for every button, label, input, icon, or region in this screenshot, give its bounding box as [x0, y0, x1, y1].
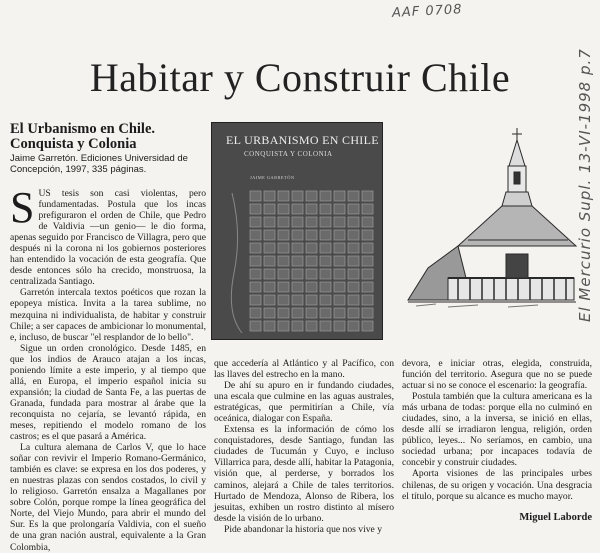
article-paragraph: La cultura alemana de Carlos V, que lo hace soñar con revivir el Imperio Romano-Germánico, también es clave: se expresa en los dos poderes, y en nuestras plazas con sendos costados, lo civil y lo religioso. Garretón ensalza a Magallanes por sobre Colón, porque rompe la línea geográfica del Norte, del Viejo Mundo, para abrir el mundo del Sur. Es la que prolongaría Valdivia, con el sueño de una gran nación austral, equivalente a la Gran Colombia,: [10, 442, 206, 553]
grid-block: [348, 321, 359, 331]
grid-block: [362, 204, 373, 214]
article-column-2: [214, 358, 394, 535]
grid-block: [250, 243, 261, 253]
grid-block: [348, 243, 359, 253]
grid-block: [250, 282, 261, 292]
article-paragraph: que accedería al Atlántico y al Pacífico, con las llaves del estrecho en la mano.: [214, 358, 394, 381]
author-signature: Miguel Laborde: [519, 512, 592, 523]
book-cover-title: EL URBANISMO EN CHILE: [226, 133, 379, 147]
grid-block: [362, 230, 373, 240]
grid-block: [250, 230, 261, 240]
grid-block: [334, 230, 345, 240]
grid-block: [334, 269, 345, 279]
grid-block: [334, 191, 345, 201]
grid-block: [362, 256, 373, 266]
handwritten-source-note: El Mercurio Supl. 13-VI-1998 p.7: [576, 48, 594, 322]
article-column-1: [10, 183, 206, 553]
grid-block: [250, 321, 261, 331]
handwritten-archive-code: AAF 0708: [391, 2, 463, 21]
grid-block: [348, 282, 359, 292]
article-paragraph: Pide abandonar la historia que nos vive y: [224, 523, 382, 535]
grid-block: [292, 295, 303, 305]
grid-block: [320, 321, 331, 331]
grid-block: [292, 321, 303, 331]
grid-block: [278, 295, 289, 305]
grid-block: [250, 217, 261, 227]
grid-block: [292, 256, 303, 266]
grid-block: [362, 282, 373, 292]
grid-block: [306, 230, 317, 240]
grid-block: [334, 308, 345, 318]
grid-block: [306, 243, 317, 253]
grid-block: [334, 321, 345, 331]
grid-block: [334, 256, 345, 266]
book-cover-image: [211, 122, 383, 340]
grid-block: [320, 217, 331, 227]
grid-block: [278, 308, 289, 318]
grid-block: [250, 256, 261, 266]
grid-block: [320, 243, 331, 253]
grid-block: [334, 243, 345, 253]
grid-block: [278, 191, 289, 201]
grid-block: [362, 217, 373, 227]
grid-block: [348, 295, 359, 305]
grid-block: [348, 269, 359, 279]
grid-block: [278, 256, 289, 266]
book-cover-author: JAIME GARRETÓN: [250, 175, 295, 180]
grid-block: [264, 321, 275, 331]
grid-block: [320, 191, 331, 201]
grid-block: [334, 217, 345, 227]
grid-block: [278, 230, 289, 240]
article-paragraph: [10, 183, 206, 288]
article-column-3: [402, 358, 592, 518]
grid-block: [320, 295, 331, 305]
grid-block: [320, 204, 331, 214]
drop-cap: S: [10, 183, 35, 232]
grid-block: [362, 295, 373, 305]
grid-block: [292, 308, 303, 318]
grid-block: [362, 321, 373, 331]
grid-block: [306, 204, 317, 214]
grid-block: [264, 295, 275, 305]
grid-block: [264, 269, 275, 279]
grid-block: [292, 282, 303, 292]
grid-block: [320, 256, 331, 266]
grid-block: [292, 191, 303, 201]
grid-block: [264, 308, 275, 318]
grid-block: [250, 295, 261, 305]
article-paragraph: Aporta visiones de las principales urbes chilenas, de su origen y vocación. Una desgracia el título, porque su alcance es mucho mayor.: [402, 468, 592, 502]
grid-block: [278, 243, 289, 253]
article-paragraph: devora, e iniciar otras, elegida, construida, función del territorio. Asegura que no se puede actuar si no se conoce el escenario: la geografía.: [402, 358, 592, 392]
grid-block: [264, 256, 275, 266]
grid-block: [334, 204, 345, 214]
article-paragraph: Sigue un orden cronológico. Desde 1485, en que los indios de Arauco atajan a los incas, poniendo límite a este imperio, y al tiempo que allá, en Europa, el imperio español inicia su expansión; la ciudad de Santa Fe, a las puertas de Granada, fundada para mostrar al árabe que la reconquista no cejaría, se levantó rápida, en meses, repitiendo el modelo romano de los castros; es el que pasará a América.: [10, 342, 206, 443]
grid-block: [250, 269, 261, 279]
grid-block: [278, 321, 289, 331]
grid-block: [306, 295, 317, 305]
article-paragraph: Garretón intercala textos poéticos que rozan la epopeya mística. Invita a la tarea sublime, no mezquina ni individualista, de habitar y construir Chile; a ser capaces de ambicionar lo monumental, e, incluso, de buscar "el resplandor de lo bello".: [10, 287, 206, 343]
grid-block: [292, 204, 303, 214]
grid-block: [306, 191, 317, 201]
grid-block: [264, 217, 275, 227]
grid-block: [334, 282, 345, 292]
grid-block: [306, 256, 317, 266]
grid-block: [306, 308, 317, 318]
grid-block: [348, 308, 359, 318]
grid-block: [348, 256, 359, 266]
grid-block: [320, 269, 331, 279]
grid-block: [362, 191, 373, 201]
grid-block: [320, 230, 331, 240]
grid-block: [278, 204, 289, 214]
grid-block: [306, 321, 317, 331]
grid-block: [348, 191, 359, 201]
grid-block: [250, 308, 261, 318]
grid-block: [250, 204, 261, 214]
grid-block: [306, 282, 317, 292]
grid-block: [348, 230, 359, 240]
church-illustration: [408, 128, 578, 313]
grid-block: [264, 282, 275, 292]
grid-block: [292, 230, 303, 240]
grid-block: [292, 217, 303, 227]
grid-block: [264, 191, 275, 201]
grid-block: [278, 269, 289, 279]
grid-block: [292, 243, 303, 253]
grid-block: [306, 217, 317, 227]
book-reference: Jaime Garretón. Ediciones Universidad de Concepción, 1997, 335 páginas.: [10, 153, 188, 175]
grid-block: [264, 243, 275, 253]
article-paragraph: Extensa es la información de cómo los conquistadores, desde Santiago, fundan las ciudades de Tucumán y Cuyo, e incluso Villarrica para, desde allí, habitar la Patagonia, visión que, al perderse, y borrados los caminos, alejará a Chile de tales territorios. Hurtado de Mendoza, Alonso de Ribera, los jesuitas, exhiben un rostro distinto al mísero desde la visión de lo urbano.: [214, 424, 394, 524]
section-title: El Urbanismo en Chile. Conquista y Colonia: [10, 121, 156, 152]
article-paragraph: De ahí su apuro en ir fundando ciudades, una escala que culmine en las aguas australes, estratégicas, que permitirían a Chile, vía oceánica, dialogar con España.: [214, 380, 394, 425]
grid-block: [334, 295, 345, 305]
grid-block: [250, 191, 261, 201]
paragraph-text: US tesis son casi violentas, pero fundamentadas. Postula que los incas prefiguraron el orden de Chile, que Pedro de Valdivia —un genio— le dio forma, apenas seguido por Francisco de Villagra, pero que después ni la corona ni los gobiernos posteriores han entendido la vocación de esta geografía. Que desde entonces sólo ha crecido, monstruosa, la centralizada Santiago.: [10, 188, 206, 288]
grid-block: [306, 269, 317, 279]
grid-block: [362, 308, 373, 318]
grid-block: [264, 204, 275, 214]
grid-block: [348, 204, 359, 214]
headline: Habitar y Construir Chile: [89, 55, 511, 100]
grid-block: [292, 269, 303, 279]
grid-block: [278, 282, 289, 292]
grid-block: [264, 230, 275, 240]
grid-block: [320, 282, 331, 292]
grid-block: [362, 243, 373, 253]
grid-block: [362, 269, 373, 279]
grid-block: [278, 217, 289, 227]
grid-block: [320, 308, 331, 318]
grid-block: [348, 217, 359, 227]
book-cover-subtitle: CONQUISTA Y COLONIA: [244, 150, 333, 158]
article-paragraph: Postula también que la cultura americana es la más urbana de todas: porque ella no culminó en ciudades, sino, a la inversa, se inició en ellas, desde allí se irradiaron lengua, religión, orden público, leyes... No seríamos, en cambio, una sociedad urbana; por incapaces todavía de concebir y construir ciudades.: [402, 391, 592, 469]
